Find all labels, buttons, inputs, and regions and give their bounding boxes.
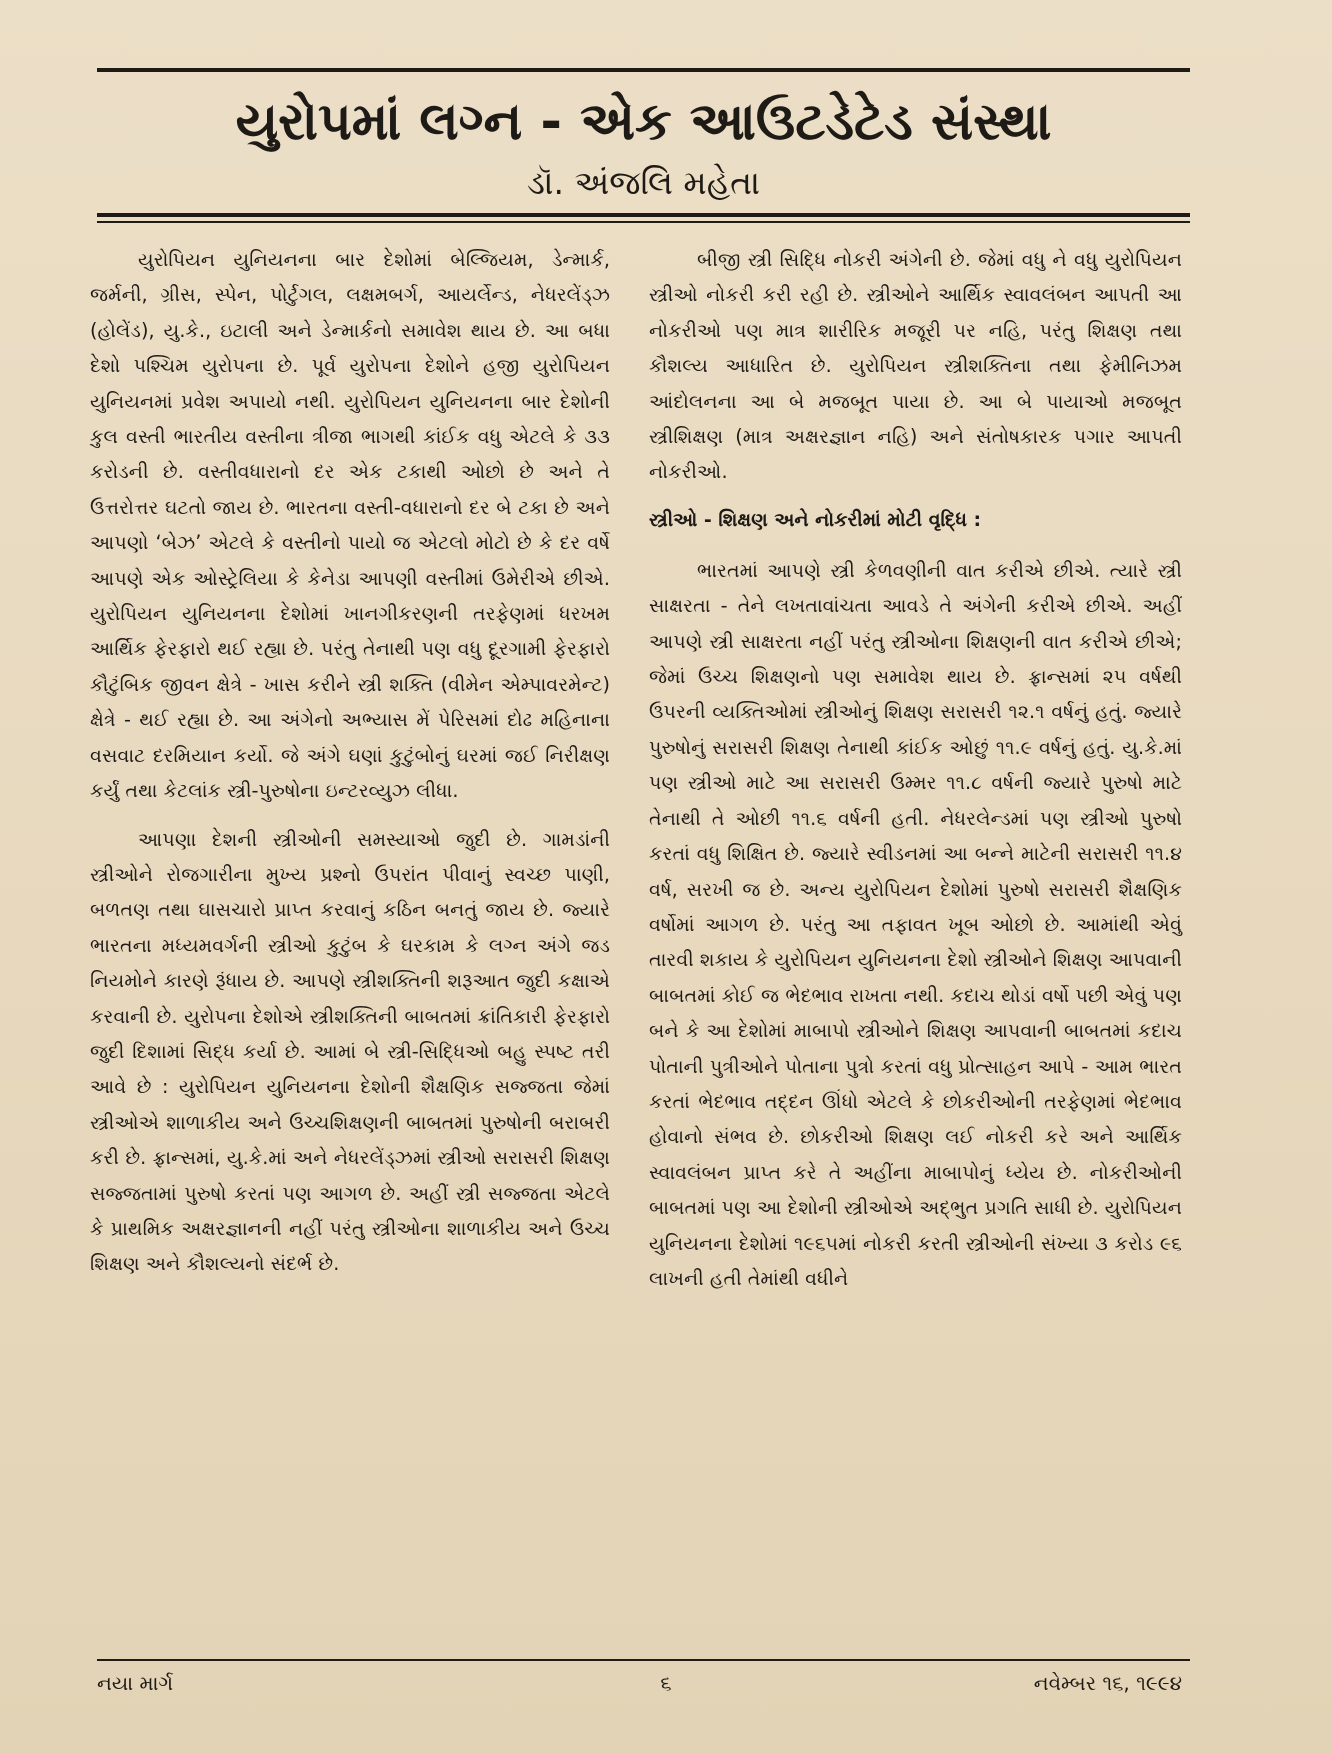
section-heading: સ્ત્રીઓ - શિક્ષણ અને નોકરીમાં મોટી વૃદ્ધિ : [649,508,982,531]
header-rule-bottom [97,221,1190,223]
body-paragraph: ભારતમાં આપણે સ્ત્રી કેળવણીની વાત કરીએ છીએ. ત્યારે સ્ત્રી સાક્ષરતા - તેને લખતાવાંચતા આવડે તે અંગેની કરીએ છીએ. અહીં આપણે સ્ત્રી સાક્ષરતા નહીં પરંતુ સ્ત્રીઓના શિક્ષણની વાત કરીએ છીએ; જેમાં ઉચ્ચ શિક્ષણનો પણ સમાવેશ થાય છે. ફ્રાન્સમાં ૨૫ વર્ષથી ઉપરની વ્યક્તિઓમાં સ્ત્રીઓનું શિક્ષણ સરાસરી ૧૨.૧ વર્ષનું હતું. જ્યારે પુરુષોનું સરાસરી શિક્ષણ તેનાથી કાંઈક ઓછું ૧૧.૯ વર્ષનું હતું. યુ.કે.માં પણ સ્ત્રીઓ માટે આ સરાસરી ઉમ્મર ૧૧.૮ વર્ષની જ્યારે પુરુષો માટે તેનાથી તે ઓછી ૧૧.૬ વર્ષની હતી. નેધરલેન્ડમાં પણ સ્ત્રીઓ પુરુષો કરતાં વધુ શિક્ષિત છે. જ્યારે સ્વીડનમાં આ બન્ને માટેની સરાસરી ૧૧.૪ વર્ષ, સરખી જ છે. અન્ય યુરોપિયન દેશોમાં પુરુષો સરાસરી શૈક્ષણિક વર્ષોમાં આગળ છે. પરંતુ આ તફાવત ખૂબ ઓછો છે. આમાંથી એવું તારવી શકાય કે યુરોપિયન યુનિયનના દેશો સ્ત્રીઓને શિક્ષણ આપવાની બાબતમાં કોઈ જ ભેદભાવ રાખતા નથી. કદાચ થોડાં વર્ષો પછી એવું પણ બને કે આ દેશોમાં માબાપો સ્ત્રીઓને શિક્ષણ આપવાની બાબતમાં કદાચ પોતાની પુત્રીઓને પોતાના પુત્રો કરતાં વધુ પ્રોત્સાહન આપે - આમ ભારત કરતાં ભેદભાવ તદ્દન ઊંધો એટલે કે છોકરીઓની તરફેણમાં ભેદભાવ હોવાનો સંભવ છે. છોકરીઓ શિક્ષણ લઈ નોકરી કરે અને આર્થિક સ્વાવલંબન પ્રાપ્ત કરે તે અહીંના માબાપોનું ધ્યેય છે. નોકરીઓની બાબતમાં પણ આ દેશોની સ્ત્રીઓએ અદ્ભુત પ્રગતિ સાધી છે. યુરોપિયન યુનિયનના દેશોમાં ૧૯૬૫માં નોકરી કરતી સ્ત્રીઓની સંખ્યા ૩ કરોડ ૯૬ લાખની હતી તેમાંથી વધીને [649,558,1182,1290]
footer-date: નવેમ્બર ૧૬, ૧૯૯૪ [1033,1671,1182,1695]
article-title: યુરોપમાં લગ્ન - એક આઉટડેટેડ સંસ્થા [235,92,1052,152]
left-column [90,242,610,1295]
footer-page-number: ૬ [660,1671,672,1695]
body-paragraph: આપણા દેશની સ્ત્રીઓની સમસ્યાઓ જુદી છે. ગામડાંની સ્ત્રીઓને રોજગારીના મુખ્ય પ્રશ્નો ઉપરાંત પીવાનું સ્વચ્છ પાણી, બળતણ તથા ઘાસચારો પ્રાપ્ત કરવાનું કઠિન બનતું જાય છે. જ્યારે ભારતના મધ્યમવર્ગની સ્ત્રીઓ કુટુંબ કે ઘરકામ કે લગ્ન અંગે જડ નિયમોને કારણે રૂંધાય છે. આપણે સ્ત્રીશક્તિની શરૂઆત જુદી કક્ષાએ કરવાની છે. યુરોપના દેશોએ સ્ત્રીશક્તિની બાબતમાં ક્રાંતિકારી ફેરફારો જુદી દિશામાં સિદ્ધ કર્યા છે. આમાં બે સ્ત્રી-સિદ્ધિઓ બહુ સ્પષ્ટ તરી આવે છે : યુરોપિયન યુનિયનના દેશોની શૈક્ષણિક સજ્જતા જેમાં સ્ત્રીઓએ શાળાકીય અને ઉચ્ચશિક્ષણની બાબતમાં પુરુષોની બરાબરી કરી છે. ફ્રાન્સમાં, યુ.કે.માં અને નેધરલેંડ્ઝમાં સ્ત્રીઓ સરાસરી શિક્ષણ સજ્જતામાં પુરુષો કરતાં પણ આગળ છે. અહીં સ્ત્રી સજ્જતા એટલે કે પ્રાથમિક અક્ષરજ્ઞાનની નહીં પરંતુ સ્ત્રીઓના શાળાકીય અને ઉચ્ચ શિક્ષણ અને કૌશલ્યનો સંદર્ભ છે. [90,827,610,1276]
article-author: ડૉ. અંજલિ મહેતા [526,163,761,202]
body-paragraph: યુરોપિયન યુનિયનના બાર દેશોમાં બેલ્જિયમ, ડેન્માર્ક, જર્મની, ગ્રીસ, સ્પેન, પોર્ટુગલ, લક્ષમબર્ગ, આયર્લેન્ડ, નેધરલેંડ્ઝ (હોલેંડ), યુ.કે., ઇટાલી અને ડેન્માર્કનો સમાવેશ થાય છે. આ બધા દેશો પશ્ચિમ યુરોપના છે. પૂર્વ યુરોપના દેશોને હજી યુરોપિયન યુનિયનમાં પ્રવેશ અપાયો નથી. યુરોપિયન યુનિયનના બાર દેશોની કુલ વસ્તી ભારતીય વસ્તીના ત્રીજા ભાગથી કાંઈક વધુ એટલે કે ૩૩ કરોડની છે. વસ્તીવધારાનો દર એક ટકાથી ઓછો છે અને તે ઉત્તરોત્તર ઘટતો જાય છે. ભારતના વસ્તી-વધારાનો દર બે ટકા છે અને આપણો ‘બેઝ’ એટલે કે વસ્તીનો પાયો જ એટલો મોટો છે કે દર વર્ષે આપણે એક ઓસ્ટ્રેલિયા કે કેનેડા આપણી વસ્તીમાં ઉમેરીએ છીએ. યુરોપિયન યુનિયનના દેશોમાં ખાનગીકરણની તરફેણમાં ધરખમ આર્થિક ફેરફારો થઈ રહ્યા છે. પરંતુ તેનાથી પણ વધુ દૂરગામી ફેરફારો કૌટુંબિક જીવન ક્ષેત્રે - ખાસ કરીને સ્ત્રી શક્તિ (વીમેન એમ્પાવરમેન્ટ) ક્ષેત્રે - થઈ રહ્યા છે. આ અંગેનો અભ્યાસ મેં પેરિસમાં દોઢ મહિનાના વસવાટ દરમિયાન કર્યો. જે અંગે ઘણાં કુટુંબોનું ઘરમાં જઈ નિરીક્ષણ કર્યું તથા કેટલાંક સ્ત્રી-પુરુષોના ઇન્ટરવ્યુઝ લીધા. [90,248,610,803]
footer-rule [97,1659,1190,1661]
top-rule [97,68,1190,72]
header-rule-top [97,213,1190,217]
body-paragraph: બીજી સ્ત્રી સિદ્ધિ નોકરી અંગેની છે. જેમાં વધુ ને વધુ યુરોપિયન સ્ત્રીઓ નોકરી કરી રહી છે. સ્ત્રીઓને આર્થિક સ્વાવલંબન આપતી આ નોકરીઓ પણ માત્ર શારીરિક મજૂરી પર નહિ, પરંતુ શિક્ષણ તથા કૌશલ્ય આધારિત છે. યુરોપિયન સ્ત્રીશક્તિના તથા ફેમીનિઝમ આંદોલનના આ બે મજબૂત પાયા છે. આ બે પાયાઓ મજબૂત સ્ત્રીશિક્ષણ (માત્ર અક્ષરજ્ઞાન નહિ) અને સંતોષકારક પગાર આપતી નોકરીઓ. [649,248,1182,484]
footer-publication: નયા માર્ગ [97,1671,174,1695]
right-column [649,242,1182,1309]
